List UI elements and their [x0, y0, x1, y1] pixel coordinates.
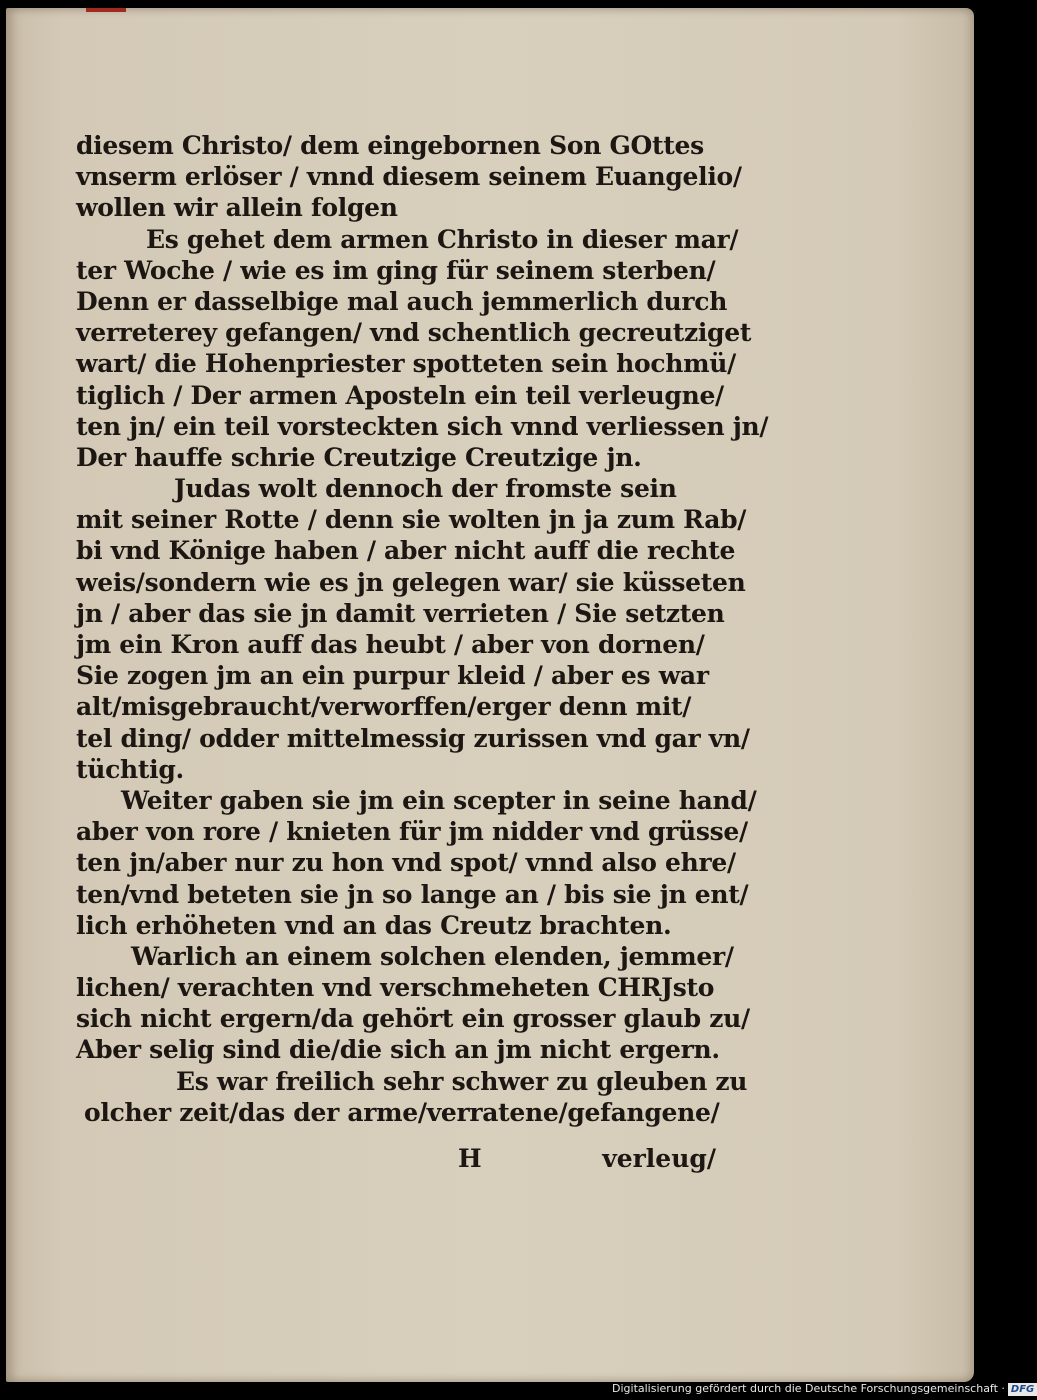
text-line: alt/misgebraucht/verworffen/erger denn mit/: [76, 692, 692, 722]
text-line: olcher zeit/das der arme/verratene/gefangene/: [84, 1097, 720, 1127]
book-page: [6, 8, 974, 1382]
text-line: Der hauffe schrie Creutzige Creutzige jn.: [76, 442, 642, 472]
text-line: tiglich / Der armen Aposteln ein teil verleugne/: [76, 380, 724, 410]
text-line: vnserm erlöser / vnnd diesem seinem Euangelio/: [76, 162, 742, 192]
signature-mark: H: [458, 1144, 482, 1173]
text-line: ter Woche / wie es im ging für seinem sterben/: [76, 255, 716, 285]
text-line: Es war freilich sehr schwer zu gleuben zu: [176, 1066, 748, 1096]
credit-text: Digitalisierung gefördert durch die Deutsche Forschungsgemeinschaft ·: [612, 1382, 1005, 1395]
page-footer: [76, 1144, 716, 1175]
text-line: wart/ die Hohenpriester spotteten sein hochmü/: [76, 349, 737, 379]
catchword: verleug/: [602, 1144, 716, 1173]
page-text: [76, 130, 769, 1128]
text-line: aber von rore / knieten für jm nidder vnd grüsse/: [76, 817, 748, 847]
page-edge-mark: [86, 8, 126, 12]
text-line: wollen wir allein folgen: [76, 193, 398, 223]
text-line: jn / aber das sie jn damit verrieten / Sie setzten: [76, 598, 725, 628]
text-line: weis/sondern wie es jn gelegen war/ sie küsseten: [76, 567, 746, 597]
text-line: verreterey gefangen/ vnd schentlich gecreutziget: [76, 318, 752, 348]
funding-credit: [612, 1380, 1035, 1398]
text-line: Sie zogen jm an ein purpur kleid / aber es war: [76, 661, 709, 691]
text-line: sich nicht ergern/da gehört ein grosser glaub zu/: [76, 1004, 750, 1034]
text-line: Weiter gaben sie jm ein scepter in seine hand/: [121, 785, 757, 815]
text-line: ten jn/ ein teil vorsteckten sich vnnd verliessen jn/: [76, 411, 769, 441]
text-line: tel ding/ odder mittelmessig zurissen vnd gar vn/: [76, 723, 750, 753]
text-line: bi vnd Könige haben / aber nicht auff die rechte: [76, 536, 736, 566]
text-line: Judas wolt dennoch der fromste sein: [174, 474, 677, 504]
dfg-logo-icon: DFG: [1008, 1383, 1037, 1396]
text-line: ten/vnd beteten sie jn so lange an / bis sie jn ent/: [76, 879, 749, 909]
text-line: Es gehet dem armen Christo in dieser mar/: [146, 224, 739, 254]
text-line: Aber selig sind die/die sich an jm nicht ergern.: [76, 1035, 720, 1065]
text-line: Denn er dasselbige mal auch jemmerlich durch: [76, 286, 728, 316]
text-line: ten jn/aber nur zu hon vnd spot/ vnnd also ehre/: [76, 848, 736, 878]
text-line: Warlich an einem solchen elenden, jemmer/: [131, 941, 734, 971]
text-line: mit seiner Rotte / denn sie wolten jn ja zum Rab/: [76, 505, 747, 535]
text-line: jm ein Kron auff das heubt / aber von dornen/: [76, 630, 705, 659]
text-line: lich erhöheten vnd an das Creutz brachten.: [76, 910, 672, 940]
text-line: lichen/ verachten vnd verschmeheten CHRJsto: [76, 973, 715, 1003]
text-line: diesem Christo/ dem eingebornen Son GOttes: [76, 131, 704, 160]
text-line: tüchtig.: [76, 754, 184, 784]
